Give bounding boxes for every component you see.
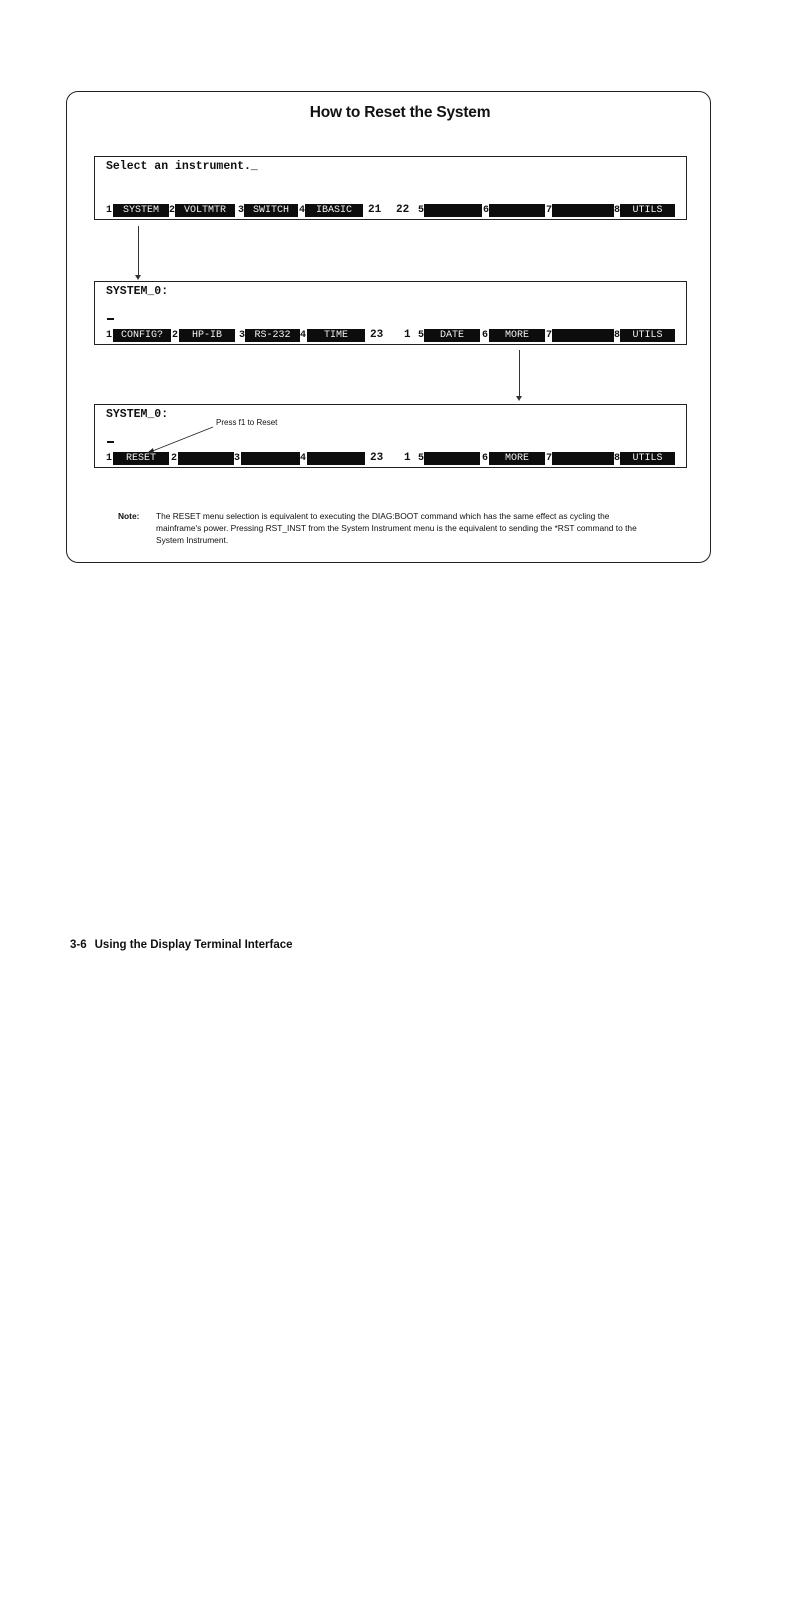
screen-prompt: SYSTEM_0: [106, 285, 169, 298]
softkey-switch[interactable]: SWITCH [244, 204, 298, 217]
softkey-number: 7 [546, 205, 553, 216]
softkey-number: 6 [483, 205, 490, 216]
callout-label: Press f1 to Reset [216, 418, 278, 427]
status-number: 23 [370, 329, 384, 341]
softkey-utils[interactable]: UTILS [620, 204, 675, 217]
softkey-number: 1 [106, 205, 113, 216]
softkey-number: 5 [418, 330, 425, 341]
softkey-reset[interactable]: RESET [113, 452, 169, 465]
note-text: The RESET menu selection is equivalent to executing the DIAG:BOOT command which has the same effect as cycling the mainframe's power. Pressing RST_INST from the System Instrument menu is the equivalent to sending the *RST command to the System Instrument. [156, 511, 637, 545]
softkey-number: 4 [299, 205, 306, 216]
softkey-utils[interactable]: UTILS [620, 329, 675, 342]
note-label: Note: [118, 511, 140, 521]
softkey-number: 2 [169, 205, 176, 216]
softkey-config[interactable]: CONFIG? [113, 329, 171, 342]
page-number: 3-6 [70, 939, 87, 951]
status-number: 22 [396, 204, 410, 216]
status-number: 1 [404, 452, 411, 464]
softkey-number: 5 [418, 205, 425, 216]
softkey-more[interactable]: MORE [489, 329, 545, 342]
softkey-number: 3 [239, 330, 246, 341]
status-number: 1 [404, 329, 411, 341]
softkey-number: 8 [614, 205, 621, 216]
softkey-number: 2 [171, 453, 178, 464]
softkey-number: 2 [172, 330, 179, 341]
softkey-number: 6 [482, 330, 489, 341]
softkey-number: 8 [614, 330, 621, 341]
softkey-more[interactable]: MORE [489, 452, 545, 465]
softkey-number: 6 [482, 453, 489, 464]
softkey-number: 8 [614, 453, 621, 464]
softkey-number: 1 [106, 453, 113, 464]
softkey-number: 3 [234, 453, 241, 464]
softkey-date[interactable]: DATE [424, 329, 480, 342]
softkey-number: 7 [546, 330, 553, 341]
figure-title: How to Reset the System [309, 104, 491, 121]
softkey-number: 1 [106, 330, 113, 341]
softkey-number: 3 [238, 205, 245, 216]
softkey-hpib[interactable]: HP-IB [179, 329, 235, 342]
section-title: Using the Display Terminal Interface [94, 939, 293, 951]
screen-prompt: SYSTEM_0: [106, 408, 169, 421]
softkey-utils[interactable]: UTILS [620, 452, 675, 465]
screen-prompt: Select an instrument._ [106, 160, 258, 173]
status-number: 21 [368, 204, 382, 216]
page-footer [70, 939, 293, 951]
softkey-system[interactable]: SYSTEM [113, 204, 169, 217]
softkey-number: 4 [300, 330, 307, 341]
softkey-time[interactable]: TIME [307, 329, 365, 342]
softkey-rs232[interactable]: RS-232 [245, 329, 300, 342]
softkey-voltmtr[interactable]: VOLTMTR [175, 204, 235, 217]
softkey-number: 5 [418, 453, 425, 464]
status-number: 23 [370, 452, 384, 464]
softkey-number: 4 [300, 453, 307, 464]
softkey-ibasic[interactable]: IBASIC [305, 204, 363, 217]
softkey-number: 7 [546, 453, 553, 464]
